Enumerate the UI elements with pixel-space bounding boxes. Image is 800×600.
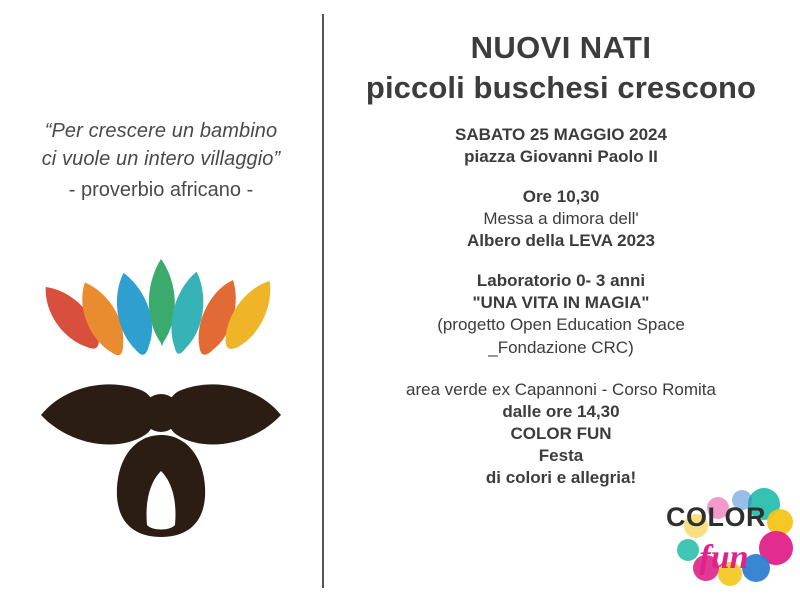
date-place-block bbox=[336, 124, 786, 168]
lab-title: Laboratorio 0- 3 anni bbox=[476, 271, 646, 291]
event-place: piazza Giovanni Paolo II bbox=[464, 146, 658, 166]
laboratory-block bbox=[336, 270, 786, 358]
afternoon-event-sub-2: di colori e allegria! bbox=[485, 467, 637, 487]
lab-note-line-2: _Fondazione CRC) bbox=[488, 337, 634, 357]
quote-line-2: ci vuole un intero villaggio” bbox=[41, 147, 281, 170]
morning-activity-block bbox=[336, 186, 786, 252]
page-title-line-1: NUOVI NATI bbox=[470, 30, 652, 65]
quote-attribution: - proverbio africano - bbox=[68, 179, 254, 202]
color-fun-logo-icon bbox=[644, 482, 794, 590]
event-date: SABATO 25 MAGGIO 2024 bbox=[455, 124, 667, 144]
page-title-line-2: piccoli buschesi crescono bbox=[365, 69, 757, 105]
afternoon-event-name: COLOR FUN bbox=[510, 423, 612, 443]
people-leaves-logo-icon bbox=[25, 239, 297, 539]
right-panel bbox=[322, 0, 800, 600]
lab-name: "UNA VITA IN MAGIA" bbox=[472, 293, 650, 313]
afternoon-event-sub-1: Festa bbox=[538, 445, 584, 465]
afternoon-time: dalle ore 14,30 bbox=[502, 401, 620, 421]
badge-fun-word: fun bbox=[699, 539, 749, 576]
lab-note-line-1: (progetto Open Education Space bbox=[437, 315, 685, 335]
morning-activity: Messa a dimora dell' bbox=[483, 209, 639, 229]
badge-color-word: COLOR bbox=[666, 502, 766, 532]
quote-line-1: “Per crescere un bambino bbox=[44, 120, 278, 142]
morning-activity-title: Albero della LEVA 2023 bbox=[466, 231, 655, 251]
left-panel bbox=[0, 0, 322, 600]
afternoon-block bbox=[336, 379, 786, 489]
morning-time: Ore 10,30 bbox=[522, 186, 600, 206]
afternoon-venue: area verde ex Capannoni - Corso Romita bbox=[406, 379, 716, 399]
quote-block bbox=[42, 118, 281, 205]
